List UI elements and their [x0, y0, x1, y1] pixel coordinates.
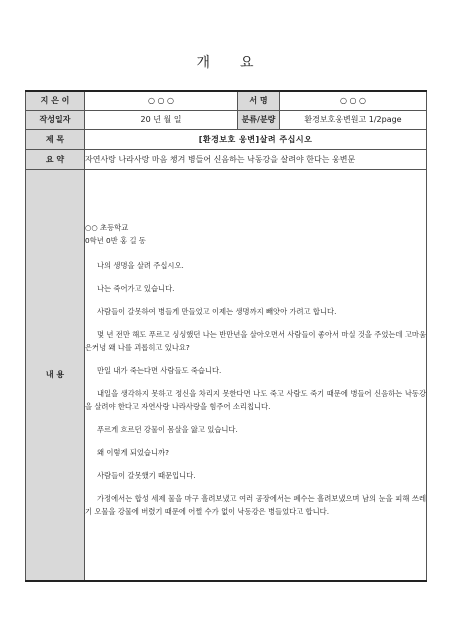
student-class: 0학년 0반 홍 길 동 — [85, 236, 146, 246]
paragraph: 나는 죽어가고 있습니다. — [97, 284, 175, 294]
content-label: 내 용 — [26, 169, 85, 581]
category-label: 분류/분량 — [238, 110, 280, 129]
subject-row — [26, 129, 427, 149]
paragraph: 가정에서는 합성 세제 물을 마구 흘려보냈고 여러 공장에서는 폐수는 흘려보냈으며 남의 눈을 피해 쓰레기 오물을 강물에 버렸기 때문에 어쩔 수가 없이 낙동강은 병들었다고 합니다. — [85, 494, 426, 517]
summary-label: 요 약 — [26, 149, 85, 169]
subject-value: [환경보호 웅변]살려 주십시오 — [85, 129, 427, 149]
date-value: 20 년 월 일 — [85, 110, 238, 129]
paragraph: 사람들이 갈못하여 병들게 만들었고 이제는 생명까지 빼앗아 가려고 합니다. — [97, 307, 337, 317]
sign-value: ○ ○ ○ — [280, 91, 427, 110]
paragraph: 몇 년 전만 해도 푸르고 싱싱했던 나는 반만년을 살아오면서 사람들이 좋아서 마실 것을 주었는데 고마움은커녕 왜 나를 괴롭히고 있나요? — [85, 330, 426, 353]
paragraph: 만일 내가 죽는다면 사람들도 죽습니다. — [97, 366, 222, 376]
paragraph: 나의 생명을 살려 주십시오. — [97, 261, 184, 271]
school-name: ○○ 초등학교 — [85, 223, 129, 233]
author-row — [26, 91, 427, 110]
summary-row — [26, 149, 427, 169]
summary-value: 자연사랑 나라사랑 마음 챙겨 병들어 신음하는 낙동강을 살려야 한다는 웅변문 — [85, 149, 427, 169]
date-row — [26, 110, 427, 129]
date-label: 작성일자 — [26, 110, 85, 129]
overview-form-table — [25, 90, 427, 582]
sign-label: 서 명 — [238, 91, 280, 110]
content-body — [85, 169, 427, 581]
paragraph: 내일을 생각하지 못하고 정신을 차리지 못한다면 나도 죽고 사람도 죽기 때문에 병들어 신음하는 낙동강을 살려야 한다고 자연사랑 나라사랑을 힘주어 소리칩니다. — [85, 389, 426, 412]
author-label: 지 은 이 — [26, 91, 85, 110]
title-char-1: 개 — [196, 55, 210, 71]
subject-label: 제 목 — [26, 129, 85, 149]
category-value: 환경보호웅변원고 1/2page — [280, 110, 427, 129]
author-value: ○ ○ ○ — [85, 91, 238, 110]
paragraph: 사람들이 갈못했기 때문입니다. — [97, 471, 196, 481]
title-char-2: 요 — [240, 55, 254, 71]
paragraph: 왜 이렇게 되었습니까? — [97, 448, 169, 458]
paragraph: 푸르게 흐르던 강물이 몸살을 앓고 있습니다. — [97, 425, 238, 435]
document-title — [0, 52, 450, 72]
content-row — [26, 169, 427, 581]
